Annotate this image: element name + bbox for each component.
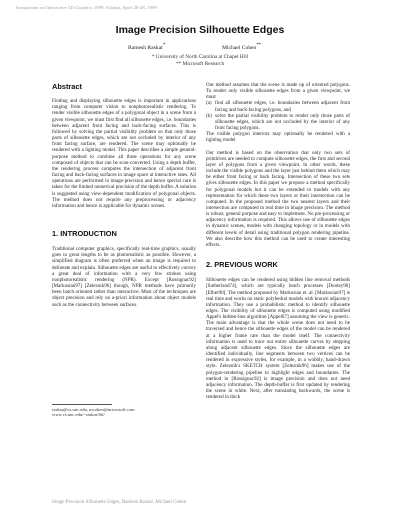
intro-text: Traditional computer graphics, specifically real-time graphics, usually goes to great lengths to be as photorealistic as possible. However, a simplified diagram is often preferred when an image is required to delineate and explain. Silhouette edges are useful to effectively convey a great deal of information with a very few strokes using nonphotorealistic rendering (NPR). Except [Rossignac92][Markosian97] [Zeleznik96] though, NPR methods have primarily been batch oriented rather than interactive. Most of the techniques are object precision and rely on a-priori information about object models such as the connectivity between surfaces. [52, 246, 196, 308]
intro-heading: 1. INTRODUCTION [52, 228, 117, 238]
previous-work-heading: 2. PREVIOUS WORK [206, 260, 278, 270]
author-raskar: Ramesh Raskar* [128, 43, 166, 51]
list-item-text: find all silhouette edges, i.e. boundaries between adjacent front facing and back-facing polygons, and [215, 100, 350, 113]
right-column [206, 82, 350, 400]
footnote-emails: raskar@cs.unc.edu, mcohen@microsoft.com [52, 407, 135, 412]
affiliation-unc: * University of North Carolina at Chapel Hill [151, 54, 249, 60]
page-footer: Image Precision Silhouette Edges, Ramesh Raskar, Michael Cohen [52, 500, 187, 505]
list-item [206, 113, 350, 131]
affiliation-microsoft: ** Microsoft Research [175, 60, 225, 67]
list-item-marker: (b) [206, 112, 212, 119]
left-column [52, 82, 196, 308]
list-item [206, 100, 350, 112]
previous-work-text: Silhouette edges can be rendered using hidden line removal methods [Sutherland74], which are typically batch processes [Dooley90][Elber90]. The method proposed by Markosian et. al. [Markosian97] is real time and works on static polyhedral models with known adjacency information. They use a probabilistic method to identify silhouette edges. The visibility of silhouette edges is computed using modified Appel's hidden-line algorithm [Appel67] assuming the view is generic. The main advantage is that the whole scene does not need to be traversed and hence the silhouette edges of the model can be rendered at a higher frame rate than the model itself. The connectivity information is used to trace out entire silhouette curves by stepping along adjacent silhouette edges. Since the silhouette edges are identified individually, line segments between two vertices can be rendered in expressive styles, for example, in a wobbly, hand-drawn style. Zeleznik's SKETCH system [Zeleznik96] makes use of the polygon-rendering pipeline to highlight edges and boundaries. The method in [Rossignac92] is image precision and does not need adjacency information. The depth-buffer is first updated by rendering the scene in white. Next, after translating backwards, the scene is rendered in thick [206, 277, 350, 401]
author-cohen-mark: ** [256, 43, 261, 48]
list-item-text: solve the partial visibility problem to render only those parts of silhouette edges, which are not occluded by the interior of any front facing polygons. [215, 112, 350, 132]
conference-header: Symposium on Interactive 3D Graphics 1999, Atlanta, April 26-28, 1999 [16, 5, 157, 10]
paper-title: Image Precision Silhouette Edges [115, 24, 285, 36]
footnote-url: www.cs.unc.edu/~raskar/Sil/ [52, 412, 105, 418]
method-steps-list [206, 100, 350, 131]
method-intro-text: Our method assumes that the scene is made up of oriented polygons. To render only visible silhouette edges from a given viewpoint, we must [206, 82, 350, 101]
footnote [52, 407, 196, 418]
author-raskar-mark: * [162, 43, 166, 48]
list-item-marker: (a) [206, 100, 212, 107]
lighting-note-text: The visible polygon interiors may optionally be rendered with a lighting model [206, 131, 350, 144]
footnote-divider [52, 404, 112, 405]
observation-text: Our method is based on the observation that only two sets of primitives are needed to compute silhouette edges, the first and second layer of polygons from a given viewpoint. In other words, these include the visible polygons and the layer just behind them which may be either front facing or back facing. Intersection of these two sets gives silhouette edges. In this paper we propose a method specifically for polygonal models but it can be extended to models with any representation for which these two layers or their intersection can be computed. In the proposed method the two nearest layers and their intersection are computed in real time in image precision. The method is robust, general purpose and easy to implement. No pre-processing or adjacency information is required. This allows use of silhouette edges in dynamic scenes, models with changing topology or in models with different levels of detail using traditional polygon rendering pipeline. We also describe how this method can be used to create interesting effects. [206, 149, 350, 248]
author-cohen: Michael Cohen** [222, 43, 261, 51]
abstract-text: Finding and displaying silhouette edges is important in applications ranging from computer vision to nonphotorealistic rendering. To render visible silhouette edges of a polygonal object in a scene from a given viewpoint, we must first find all silhouette edges, i.e. boundaries between adjacent front facing and back-facing surfaces. This is followed by solving the partial visibility problem so that only those parts of silhouette edges, which are not occluded by interior of any front facing surface, are rendered. The scene may optionally be rendered with a lighting model. This paper describes a simple general-purpose method to combine all three operations for any scene composed of objects that can be scan-converted. Using a depth buffer, the rendering process computes the intersection of adjacent front facing and back-facing surfaces in image space at interactive rates. All operations are performed in image-precision and hence special care is taken for the limited numerical precision of the depth buffer. A solution is suggested using view-dependent modification of polygonal objects. The method does not require any preprocessing or adjacency information and hence is applicable for dynamic scenes. [52, 98, 196, 209]
abstract-heading: Abstract [52, 82, 82, 91]
